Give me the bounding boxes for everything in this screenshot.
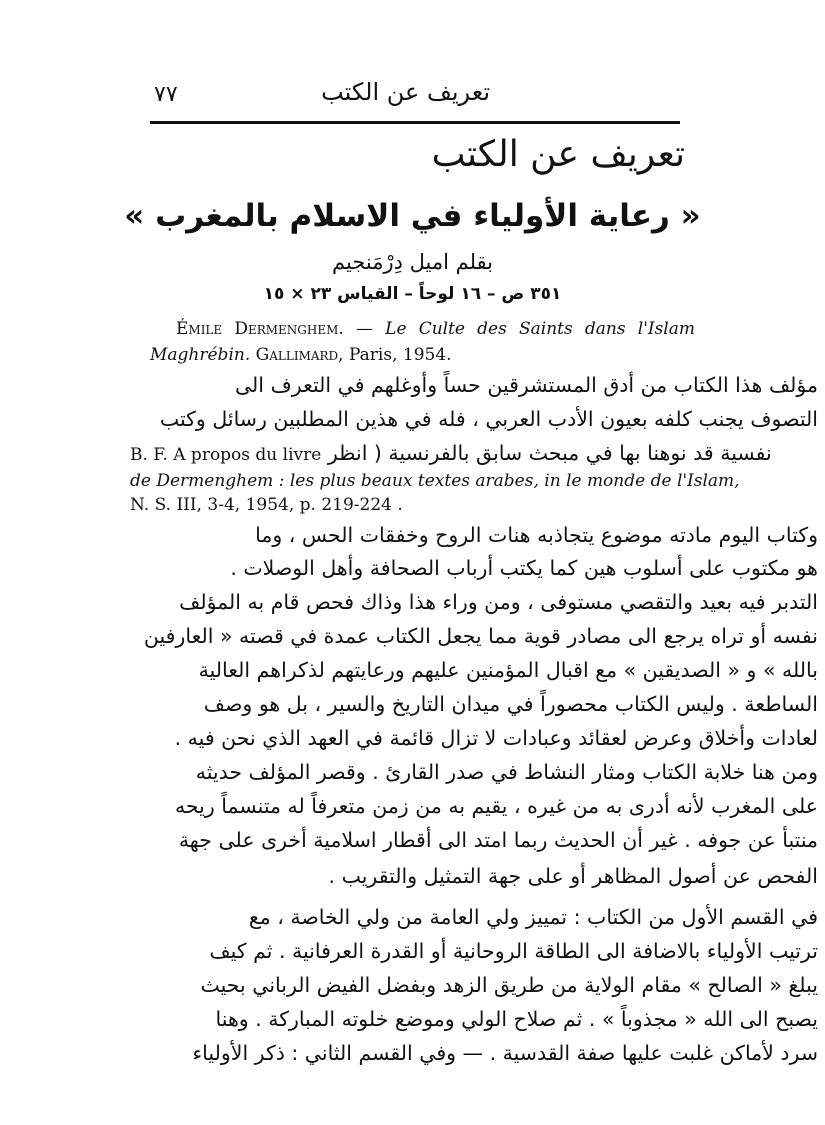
inline-french-reference: B. F. A propos du livre bbox=[130, 445, 322, 465]
paragraph-1-line-3 bbox=[130, 438, 825, 470]
paragraph-2-line-7: لعادات وأخلاق وعرض لعقائد وعبادات لا تزال قائمة في العهد الذي نحن فيه . bbox=[174, 726, 818, 750]
paragraph-1-line-5: N. S. III, 3-4, 1954, p. 219-224 . bbox=[130, 495, 403, 515]
inline-arabic-text: نفسية قد نوهنا بها في مبحث سابق بالفرنسية ( انظر bbox=[327, 441, 772, 465]
paragraph-3-line-3: يبلغ « الصالح » مقام الولاية من طريق الزهد وبفضل الفيض الرباني بحيث bbox=[200, 973, 818, 997]
paragraph-2-line-3: التدبر فيه بعيد والتقصي مستوفى ، ومن وراء هذا وذاك فحص قام به المؤلف bbox=[179, 590, 818, 614]
paragraph-3-line-5: سرد لأماكن غلبت عليها صفة القدسية . — وفي القسم الثاني : ذكر الأولياء bbox=[192, 1041, 818, 1065]
paragraph-2-line-11: الفحص عن أصول المظاهر أو على جهة التمثيل والتقريب . bbox=[328, 864, 818, 888]
paragraph-2-line-6: الساطعة . وليس الكتاب محصوراً في ميدان التاريخ والسير ، بل هو وصف bbox=[203, 692, 818, 716]
book-specs: ٣٥١ ص – ١٦ لوحاً – القياس ٢٣ × ١٥ bbox=[263, 284, 562, 304]
header-rule bbox=[150, 121, 680, 124]
paragraph-2-line-8: ومن هنا خلابة الكتاب ومثار النشاط في صدر القارئ . وقصر المؤلف حديثه bbox=[195, 760, 818, 784]
paragraph-1-line-1: مؤلف هذا الكتاب من أدق المستشرقين حساً وأوغلهم في التعرف الى bbox=[234, 373, 818, 397]
citation-author: Émile Dermenghem. bbox=[176, 319, 344, 339]
paragraph-2-line-9: على المغرب لأنه أدرى به من غيره ، يقيم به من زمن متعرفاً له متنسماً ريحه bbox=[174, 794, 818, 818]
citation-place-year: Paris, 1954. bbox=[343, 345, 452, 365]
running-title: تعريف عن الكتب bbox=[321, 78, 490, 106]
book-title: « رعاية الأولياء في الاسلام بالمغرب » bbox=[124, 198, 701, 234]
paragraph-2-line-10: منتبأ عن جوفه . غير أن الحديث ربما امتد الى أقطار اسلامية أخرى على جهة bbox=[178, 828, 818, 852]
paragraph-2-line-2: هو مكتوب على أسلوب هين كما يكتب أرباب الصحافة وأهل الوصلات . bbox=[230, 556, 818, 580]
paragraph-3-line-2: ترتيب الأولياء بالاضافة الى الطاقة الروحانية أو القدرة العرفانية . ثم كيف bbox=[209, 939, 818, 963]
citation-dash: — bbox=[343, 319, 386, 339]
book-author: بقلم اميل دِرْمَنجيم bbox=[331, 250, 494, 274]
paragraph-2-line-5: بالله » و « الصديقين » مع اقبال المؤمنين عليهم ورعايتهم لذكراهم العالية bbox=[198, 658, 818, 682]
running-header bbox=[150, 76, 680, 116]
paragraph-1-line-2: التصوف يجنب كلفه بعيون الأدب العربي ، فله في هذين المطلبين رسائل وكتب bbox=[159, 407, 818, 431]
section-heading: تعريف عن الكتب bbox=[431, 134, 685, 175]
paragraph-1-line-4: de Dermenghem : les plus beaux textes arabes, in le monde de l'Islam, bbox=[130, 471, 740, 491]
paragraph-2-line-1: وكتاب اليوم مادته موضوع يتجاذبه هنات الروح وخفقات الحس ، وما bbox=[255, 523, 818, 547]
citation-title: Le Culte des Saints dans l'Islam Maghrébin. bbox=[150, 319, 695, 365]
paragraph-3-line-1: في القسم الأول من الكتاب : تمييز ولي العامة من ولي الخاصة ، مع bbox=[248, 905, 818, 929]
page-number: ٧٧ bbox=[154, 82, 178, 107]
paragraph-2-line-4: نفسه أو تراه يرجع الى مصادر قوية مما يجعل الكتاب عمدة في قصته « العارفين bbox=[143, 624, 818, 648]
paragraph-3-line-4: يصبح الى الله « مجذوباً » . ثم صلاح الولي وموضع خلوته المباركة . وهنا bbox=[215, 1007, 818, 1031]
citation-publisher: Gallimard, bbox=[255, 345, 344, 365]
french-citation bbox=[150, 316, 695, 368]
